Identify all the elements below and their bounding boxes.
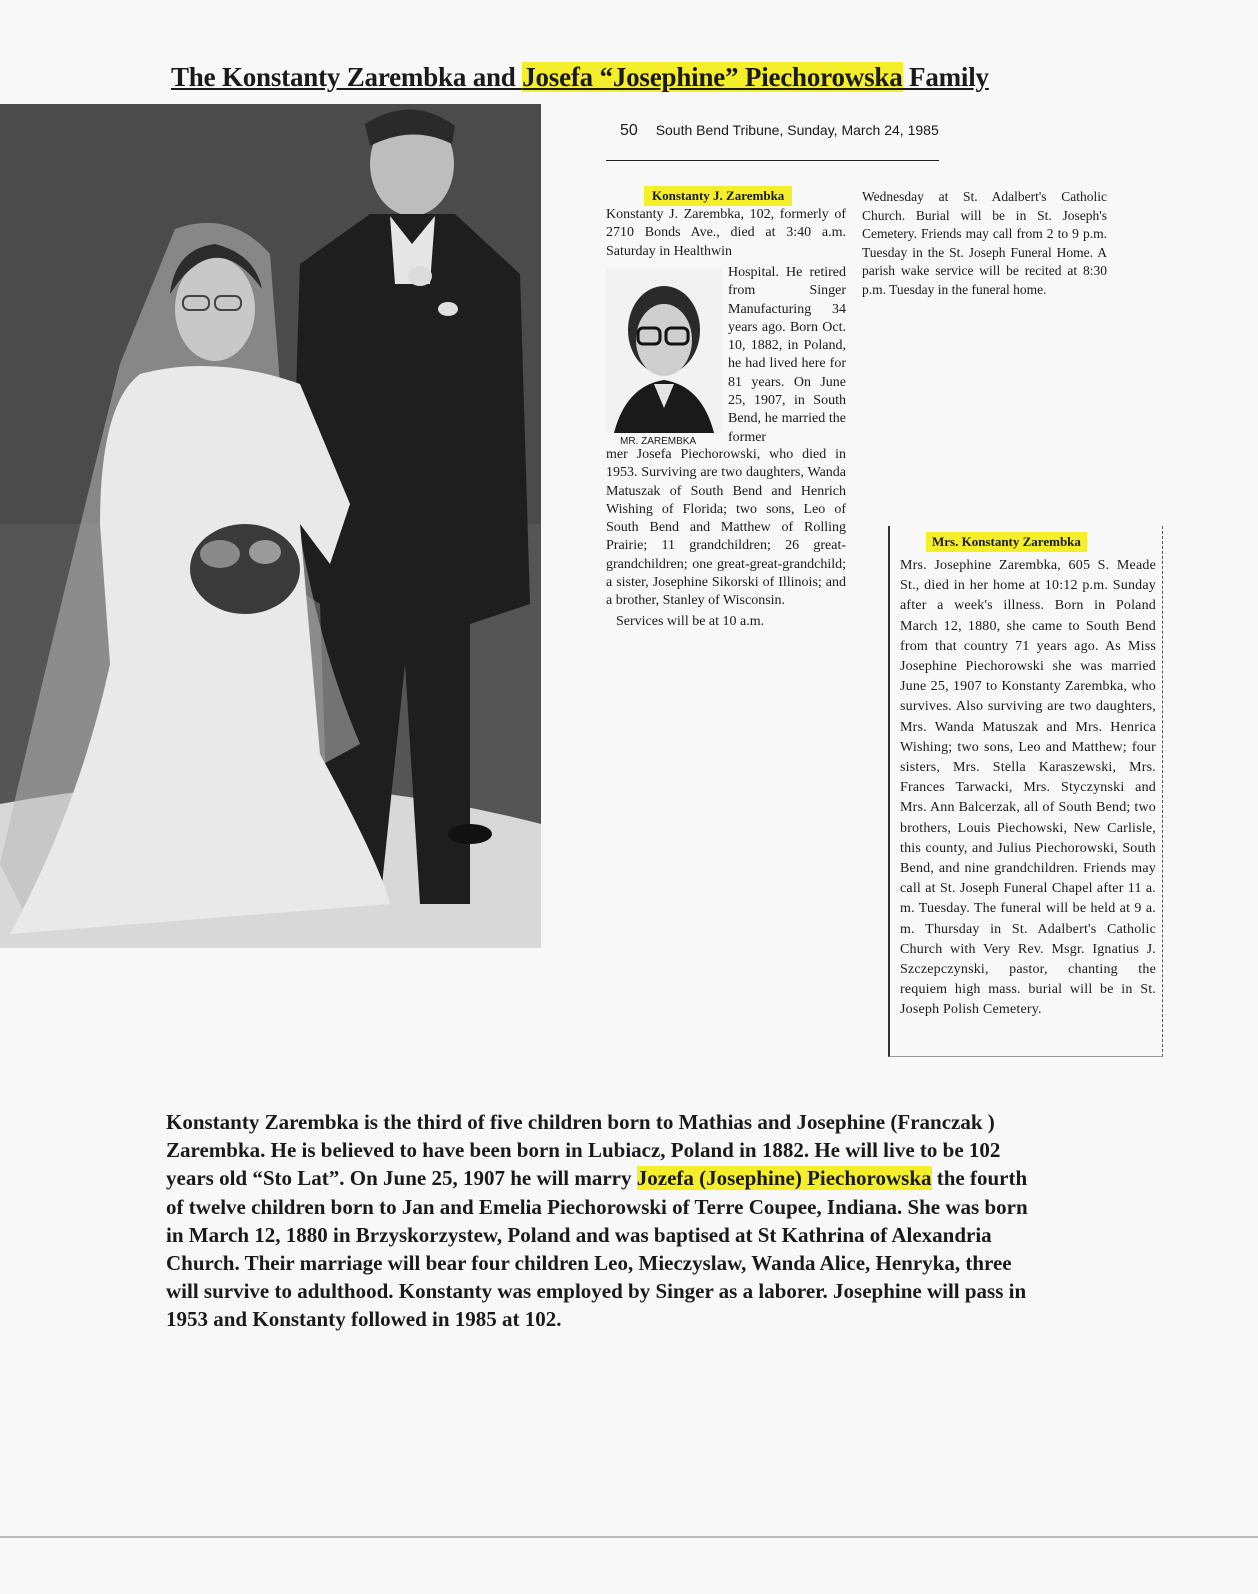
bio-highlight: Jozefa (Josephine) Piechorowska	[636, 1166, 932, 1191]
obituary-text-intro: Konstanty J. Zarembka, 102, formerly of 2710 Bonds Ave., died at 3:40 a.m. Saturday in Healthwin	[606, 207, 846, 259]
obituary-text-josephine: Mrs. Josephine Zarembka, 605 S. Meade St., died in her home at 10:12 p.m. Sunday after a week's illness. Born in Poland March 12, 1880, she came to South Bend from that country 71 years ago. As Miss Josephine Piechorowski she was married June 25, 1907 to Konstanty Zarembka, who survives. Also surviving are two daughters, Mrs. Wanda Matuszak and Mrs. Henrica Wishing; two sons, Leo and Matthew; four sisters, Mrs. Stella Karaszewski, Mrs. Frances Tarwacki, Mrs. Styczynski and Mrs. Ann Balcerzak, all of South Bend; two brothers, Louis Piechowski, New Carlisle, this county, and Julius Piechorowski, South Bend, and nine grandchildren. Friends may call at St. Joseph Funeral Chapel after 11 a. m. Tuesday. The funeral will be held at 9 a. m. Thursday in St. Adalbert's Catholic Church with Very Rev. Msgr. Ignatius J. Szczepczynski, pastor, chanting the requiem high mass. burial will be in St. Joseph Polish Cemetery.	[900, 558, 1156, 1018]
portrait-photo	[606, 268, 722, 433]
page-bottom-rule	[0, 1536, 1258, 1538]
title-suffix: Family	[902, 62, 989, 92]
obituary-text-body: Hospital. He retired from Singer Manufacturing 34 years ago. Born Oct. 10, 1882, in Poland, he had lived here for 81 years. On June 25, 1907, in South Bend, he married the former	[728, 265, 846, 445]
title-highlight: Josefa “Josephine” Piechorowska	[522, 62, 903, 92]
newspaper-page-number: 50	[620, 122, 638, 139]
obituary-headline-josephine: Mrs. Konstanty Zarembka	[926, 532, 1087, 552]
newspaper-masthead-text: South Bend Tribune, Sunday, March 24, 1985	[655, 122, 939, 138]
newspaper-masthead	[620, 122, 953, 140]
obituary-clipping-josephine	[888, 526, 1163, 1057]
obituary-text-survivors	[606, 446, 846, 631]
wedding-photo-icon	[0, 104, 541, 948]
page-title	[171, 62, 1071, 93]
obituary-text-survivors-body: mer Josefa Piechorowski, who died in 1953. Surviving are two daughters, Wanda Matuszak of South Bend and Henrich Wishing of Florida; two sons, Leo of South Bend and Matthew of Rolling Prairie; 11 grandchildren; 26 great-grandchildren; one great-great-grandchild; a sister, Josephine Sikorski of Illinois; and a brother, Stanley of Wisconsin.	[606, 447, 846, 609]
family-biography	[166, 1108, 1046, 1334]
obituary-headline: Konstanty J. Zarembka	[644, 186, 792, 206]
masthead-rule	[606, 160, 939, 161]
title-prefix: The Konstanty Zarembka and	[171, 62, 523, 92]
portrait-caption: MR. ZAREMBKA	[620, 436, 697, 447]
bio-part1: Konstanty Zarembka is the third of five children born to Mathias and Josephine (Franczak ) Zarembka. He is believed to have been born in Lubiacz, Poland in 1882. He will live to be 102 years old “Sto Lat”. On June 25, 1907 he will marry	[166, 1110, 1001, 1191]
obituary-continuation: Wednesday at St. Adalbert's Catholic Church. Burial will be in St. Joseph's Cemetery. Friends may call from 2 to 9 p.m. Tuesday in the St. Joseph Funeral Home. A parish wake service will be recited at 8:30 p.m. Tuesday in the funeral home.	[862, 189, 1107, 297]
wedding-photo	[0, 104, 541, 948]
bio-part2: the fourth of twelve children born to Jan and Emelia Piechorowski of Terre Coupee, Indiana. She was born in March 12, 1880 in Brzyskorzystew, Poland and was baptised at St Kathrina of Alexandria Church. Their marriage will bear four children Leo, Mieczyslaw, Wanda Alice, Henryka, three will survive to adulthood. Konstanty was employed by Singer as a laborer. Josephine will pass in 1953 and Konstanty followed in 1985 at 102.	[166, 1166, 1028, 1332]
portrait-icon	[606, 268, 722, 433]
obituary-services: Services will be at 10 a.m.	[616, 613, 765, 629]
